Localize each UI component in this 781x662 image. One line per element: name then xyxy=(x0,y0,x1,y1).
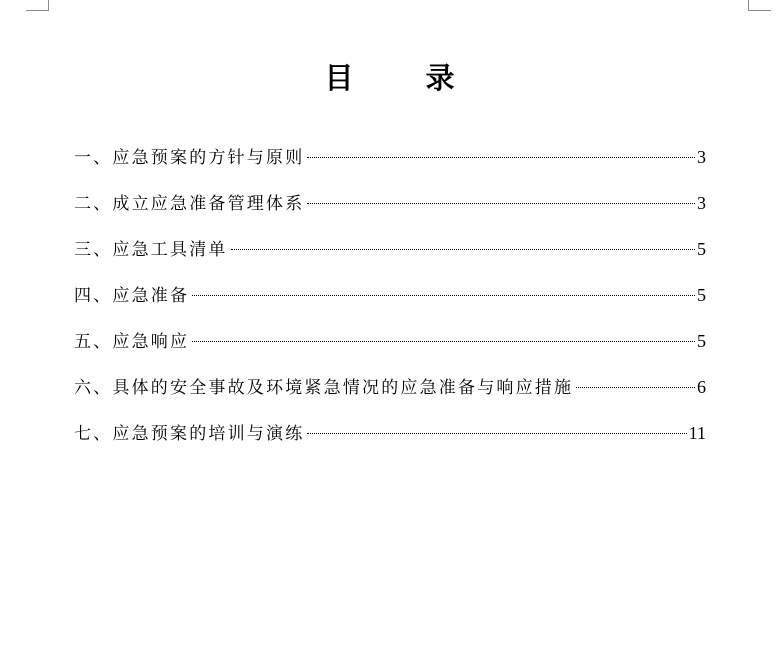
toc-entry[interactable] xyxy=(74,235,706,281)
toc-entry-text: 四、应急准备 xyxy=(74,286,190,306)
page-corner-mark-top-right xyxy=(748,0,771,11)
toc-dot-leader xyxy=(307,432,686,434)
toc-page-number: 11 xyxy=(688,423,706,443)
page-corner-mark-top-left xyxy=(26,0,49,11)
toc-page-number: 3 xyxy=(697,193,706,213)
toc-entry[interactable] xyxy=(74,327,706,373)
toc-entry-text: 五、应急响应 xyxy=(74,332,190,352)
toc-entry-text: 七、应急预案的培训与演练 xyxy=(74,424,305,444)
toc-dot-leader xyxy=(307,202,695,204)
toc-entry[interactable] xyxy=(74,143,706,189)
toc-dot-leader xyxy=(307,156,695,158)
toc-entry[interactable] xyxy=(74,373,706,419)
toc-dot-leader xyxy=(231,248,695,250)
toc-entry[interactable] xyxy=(74,419,706,465)
toc-title-char: 目 xyxy=(324,61,356,95)
toc-title-char: 录 xyxy=(425,61,457,95)
toc-entry-text: 一、应急预案的方针与原则 xyxy=(74,148,305,168)
toc-dot-leader xyxy=(192,294,695,296)
toc-entry[interactable] xyxy=(74,281,706,327)
toc-page-number: 5 xyxy=(697,331,706,351)
toc-dot-leader xyxy=(192,340,695,342)
toc-page-number: 3 xyxy=(697,147,706,167)
toc-page-number: 5 xyxy=(697,239,706,259)
toc-entry[interactable] xyxy=(74,189,706,235)
toc-entry-text: 二、成立应急准备管理体系 xyxy=(74,194,305,214)
toc-title xyxy=(0,58,781,98)
toc-entry-text: 三、应急工具清单 xyxy=(74,240,228,260)
toc-page-number: 5 xyxy=(697,285,706,305)
toc-entry-text: 六、具体的安全事故及环境紧急情况的应急准备与响应措施 xyxy=(74,378,574,398)
toc-list xyxy=(74,143,706,465)
toc-page-number: 6 xyxy=(697,377,706,397)
toc-dot-leader xyxy=(576,386,695,388)
